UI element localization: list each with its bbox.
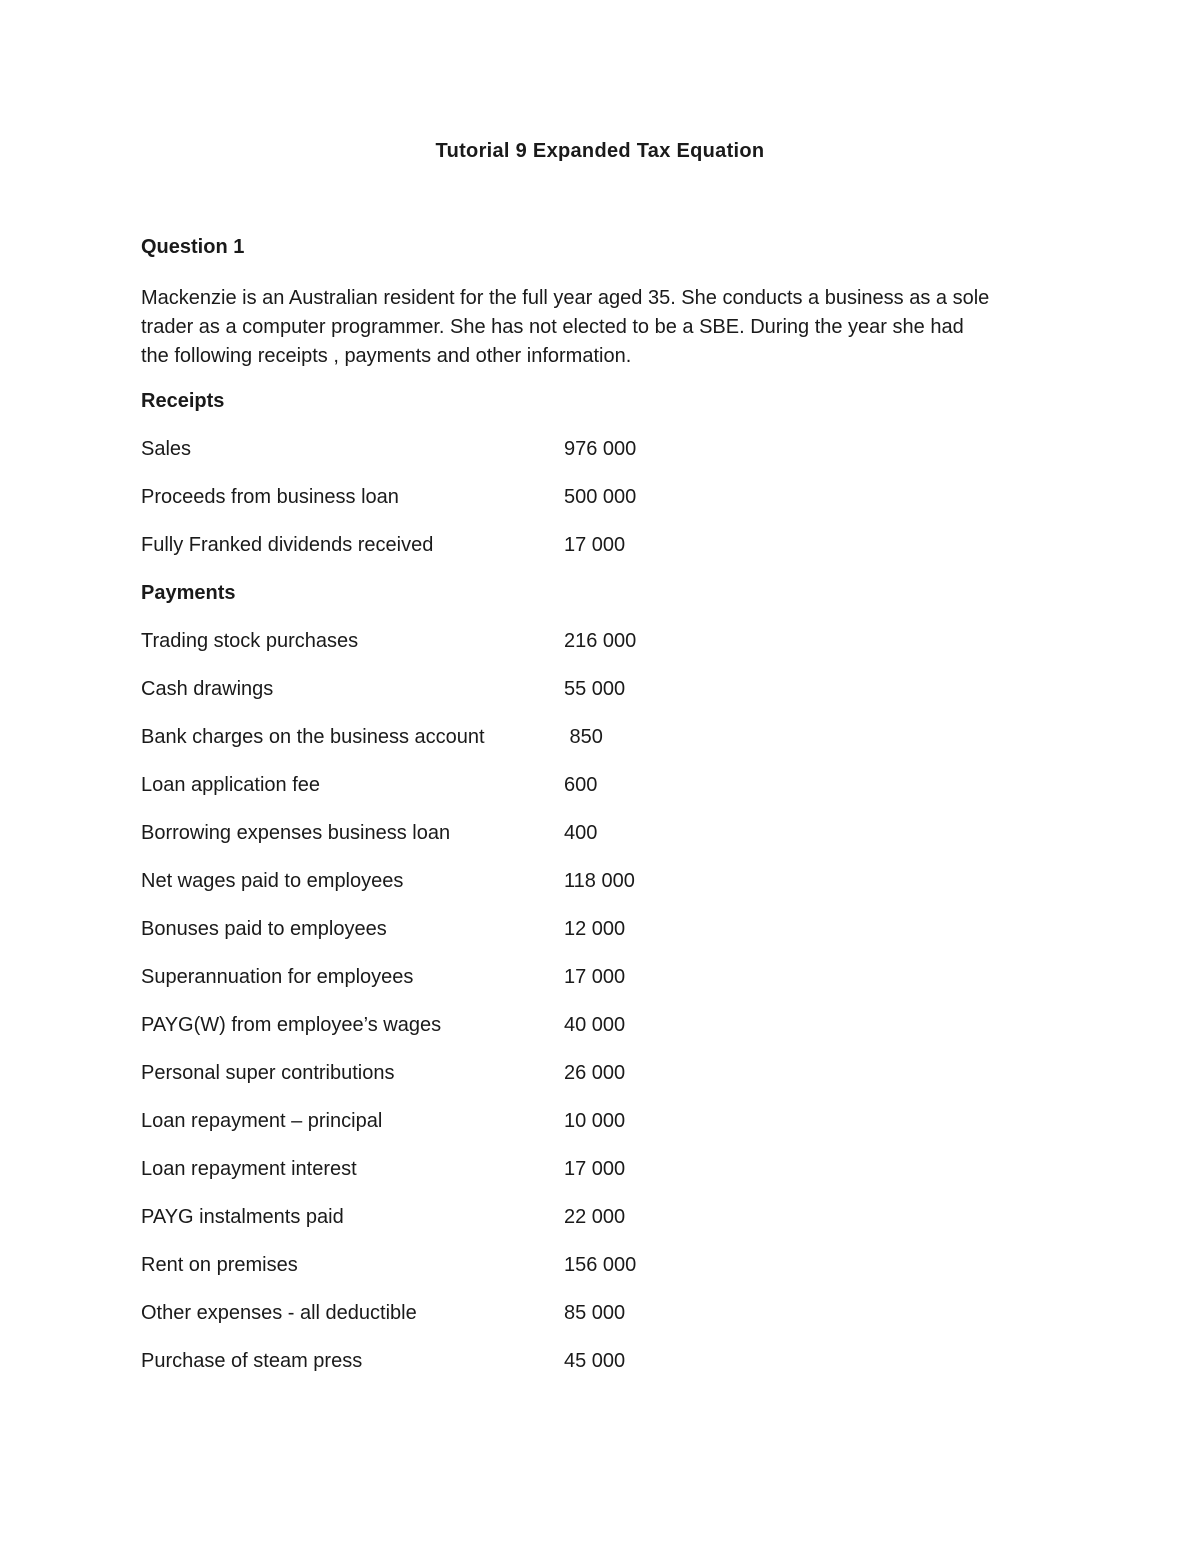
receipt-label: Fully Franked dividends received [141,534,434,556]
payment-amount: 45 000 [564,1350,626,1372]
payment-row [141,630,841,658]
payment-row [141,726,841,754]
payment-label: Purchase of steam press [141,1350,363,1372]
receipt-amount: 976 000 [564,438,637,460]
payment-label: PAYG instalments paid [141,1206,344,1228]
payment-row [141,678,841,706]
payment-label: Loan repayment interest [141,1158,357,1180]
receipt-row [141,486,841,514]
intro-line: the following receipts , payments and other information. [141,345,632,367]
payments-heading: Payments [141,582,236,604]
payment-label: Bonuses paid to employees [141,918,387,940]
payment-amount: 40 000 [564,1014,626,1036]
receipt-label: Sales [141,438,192,460]
receipt-row [141,438,841,466]
payment-row [141,918,841,946]
payment-amount: 55 000 [564,678,626,700]
payment-amount: 156 000 [564,1254,637,1276]
payment-label: Rent on premises [141,1254,298,1276]
payment-row [141,1206,841,1234]
payment-amount: 600 [564,774,598,796]
payment-label: Loan application fee [141,774,321,796]
payment-amount: 17 000 [564,966,626,988]
receipt-label: Proceeds from business loan [141,486,399,508]
intro-line: Mackenzie is an Australian resident for the full year aged 35. She conducts a business as a sole [141,287,990,309]
payment-amount: 12 000 [564,918,626,940]
payment-label: Bank charges on the business account [141,726,485,748]
payment-amount: 26 000 [564,1062,626,1084]
payment-label: Net wages paid to employees [141,870,404,892]
receipt-row [141,534,841,562]
payment-amount: 118 000 [564,870,635,892]
payment-row [141,774,841,802]
question-intro [141,284,1071,371]
receipts-heading: Receipts [141,390,225,412]
payment-amount: 85 000 [564,1302,626,1324]
payment-amount: 17 000 [564,1158,626,1180]
payment-label: Other expenses - all deductible [141,1302,417,1324]
payment-row [141,1254,841,1282]
payment-label: Cash drawings [141,678,274,700]
question-heading: Question 1 [141,236,245,258]
payment-row [141,1350,841,1378]
payment-label: Trading stock purchases [141,630,359,652]
payment-row [141,1014,841,1042]
payment-row [141,1110,841,1138]
payment-label: Borrowing expenses business loan [141,822,451,844]
intro-line: trader as a computer programmer. She has not elected to be a SBE. During the year she had [141,316,964,338]
payment-amount: 850 [564,726,603,748]
receipt-amount: 17 000 [564,534,626,556]
payment-row [141,1302,841,1330]
payment-label: Personal super contributions [141,1062,395,1084]
payment-row [141,822,841,850]
payment-amount: 400 [564,822,598,844]
payment-row [141,1062,841,1090]
payment-label: Loan repayment – principal [141,1110,383,1132]
receipt-amount: 500 000 [564,486,637,508]
payment-row [141,1158,841,1186]
payment-row [141,870,841,898]
document-title: Tutorial 9 Expanded Tax Equation [435,140,765,162]
payment-label: Superannuation for employees [141,966,414,988]
payment-label: PAYG(W) from employee’s wages [141,1014,442,1036]
payment-amount: 22 000 [564,1206,626,1228]
payment-row [141,966,841,994]
payment-amount: 216 000 [564,630,637,652]
payment-amount: 10 000 [564,1110,626,1132]
